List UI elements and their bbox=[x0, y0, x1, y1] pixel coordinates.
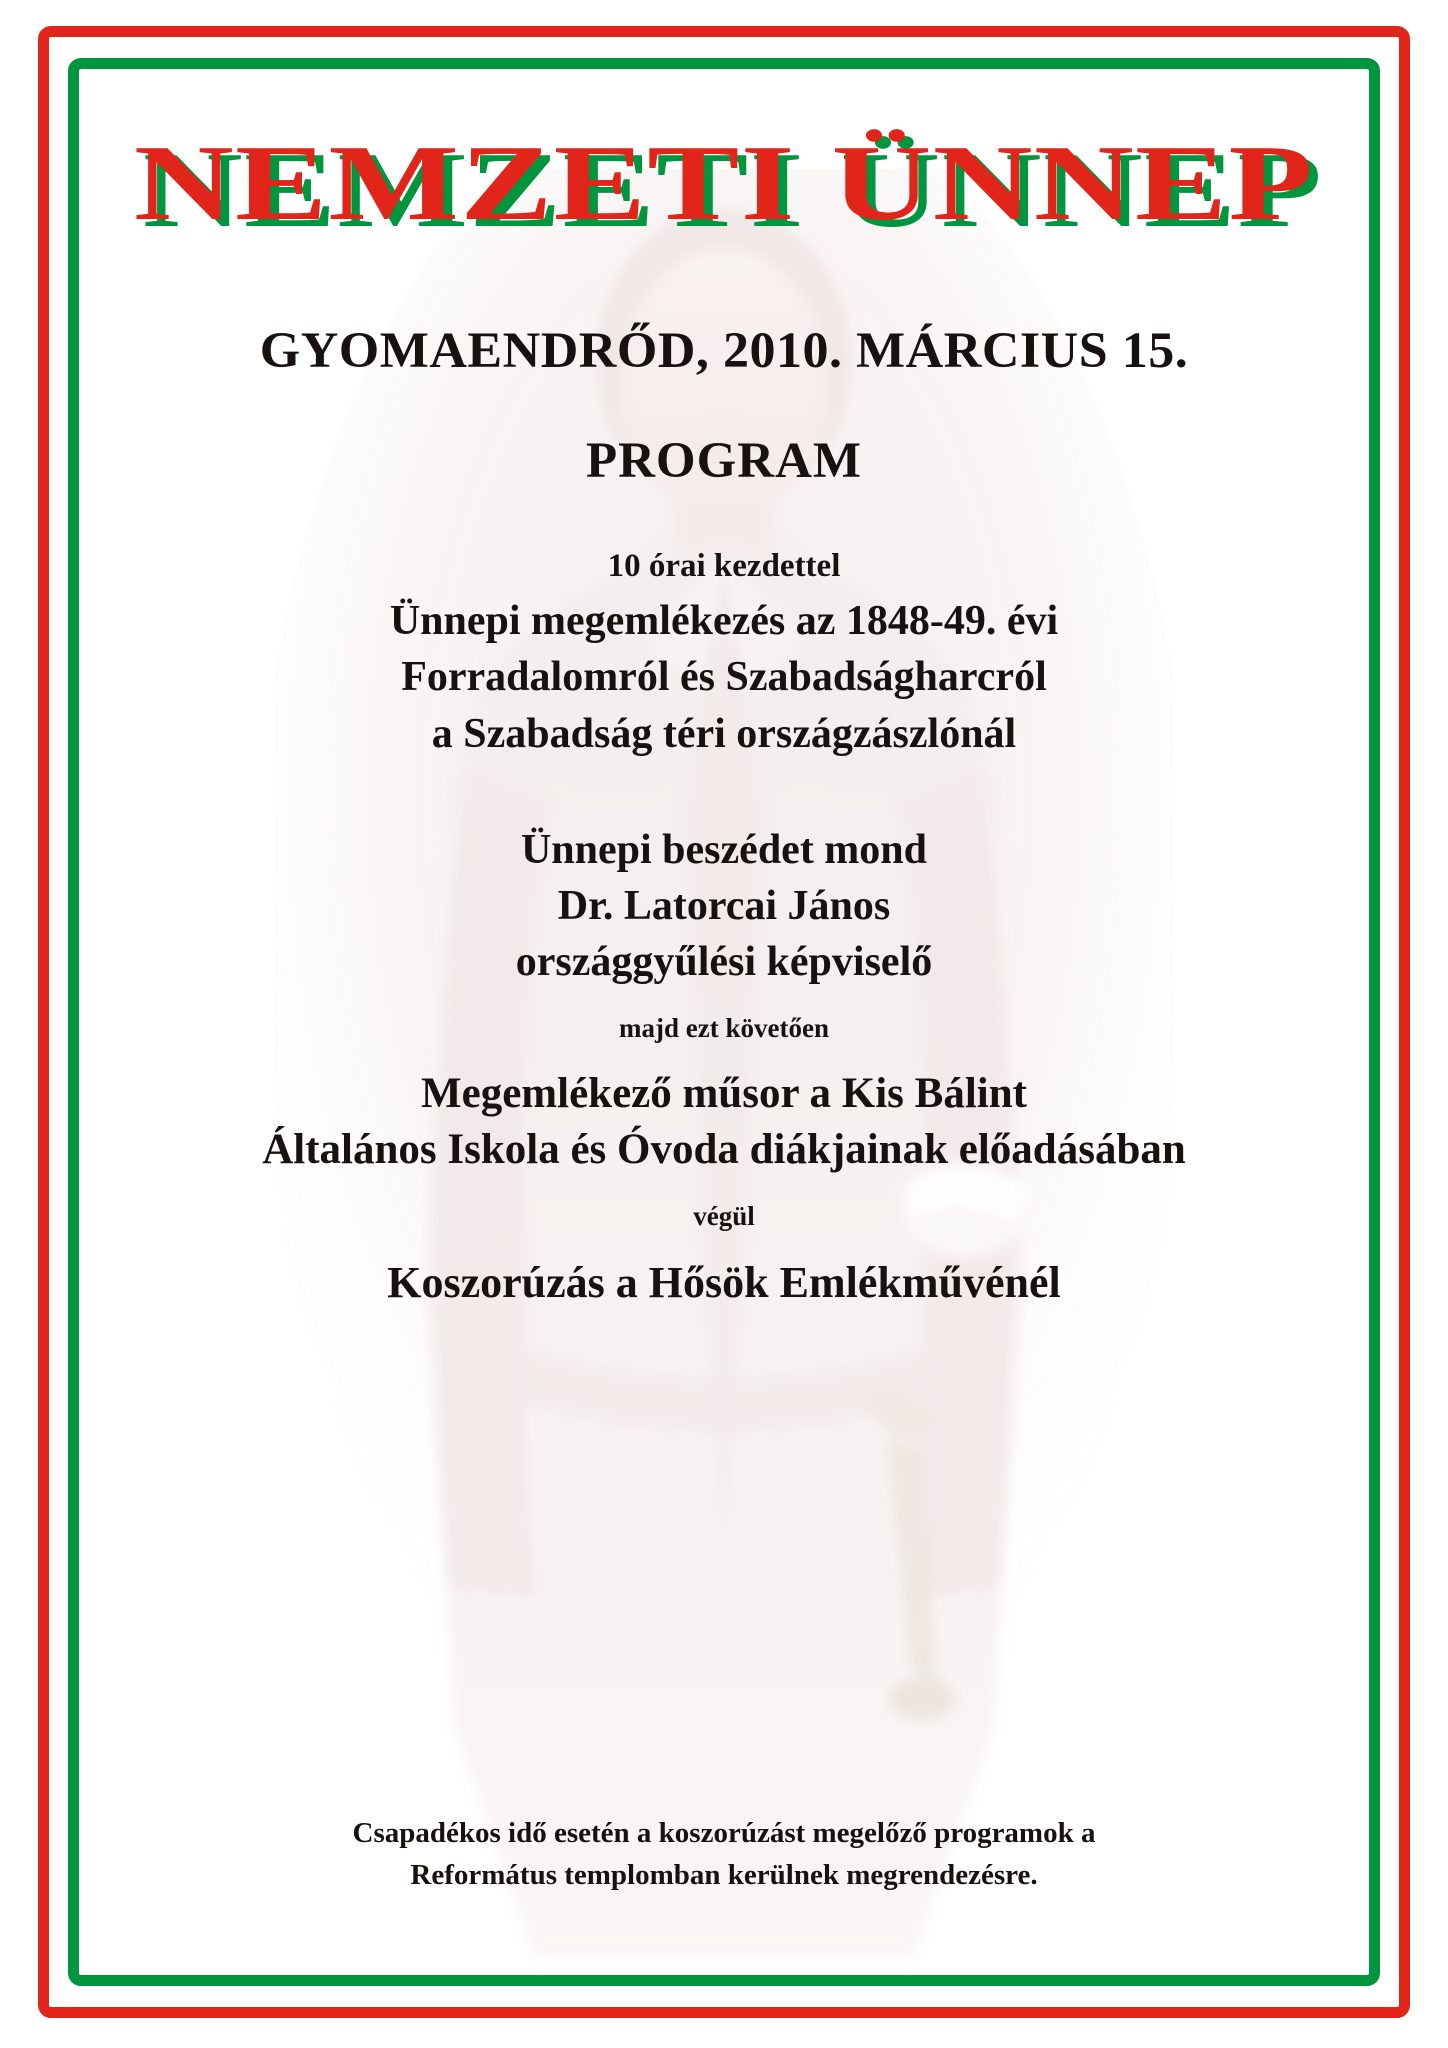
footer-line-2: Református templomban kerülnek megrendezésre. bbox=[410, 1858, 1038, 1891]
page-title: NEMZETI ÜNNEP bbox=[133, 124, 1315, 243]
start-time: 10 órai kezdettel bbox=[607, 548, 841, 584]
school-program-line-1: Megemlékező műsor a Kis Bálint bbox=[421, 1069, 1027, 1117]
speech-line-1: Ünnepi beszédet mond bbox=[520, 826, 928, 873]
commemoration-line-1: Ünnepi megemlékezés az 1848-49. évi bbox=[389, 598, 1059, 644]
school-program-line-2: Általános Iskola és Óvoda diákjainak előadásában bbox=[262, 1126, 1186, 1174]
poster-content bbox=[90, 78, 1358, 1968]
wreath-block bbox=[90, 1254, 1358, 1312]
connector-text-1: majd ezt követően bbox=[619, 1012, 829, 1043]
connector-text-2: végül bbox=[693, 1201, 755, 1232]
speaker-name: Dr. Latorcai János bbox=[557, 883, 891, 930]
footer-note bbox=[90, 1812, 1358, 1896]
place-and-date: GYOMAENDRŐD, 2010. MÁRCIUS 15. bbox=[259, 323, 1189, 379]
commemoration-block bbox=[90, 593, 1358, 762]
school-program-block bbox=[90, 1066, 1358, 1180]
speaker-title: országgyűlési képviselő bbox=[515, 939, 933, 986]
program-heading: PROGRAM bbox=[585, 433, 863, 489]
commemoration-line-3: a Szabadság téri országzászlónál bbox=[431, 710, 1017, 757]
wreath-line-1: Koszorúzás a Hősök Emlékművénél bbox=[387, 1258, 1061, 1308]
commemoration-line-2: Forradalomról és Szabadságharcról bbox=[401, 654, 1047, 701]
speech-block bbox=[90, 822, 1358, 991]
footer-line-1: Csapadékos idő esetén a koszorúzást megelőző programok a bbox=[352, 1816, 1096, 1849]
